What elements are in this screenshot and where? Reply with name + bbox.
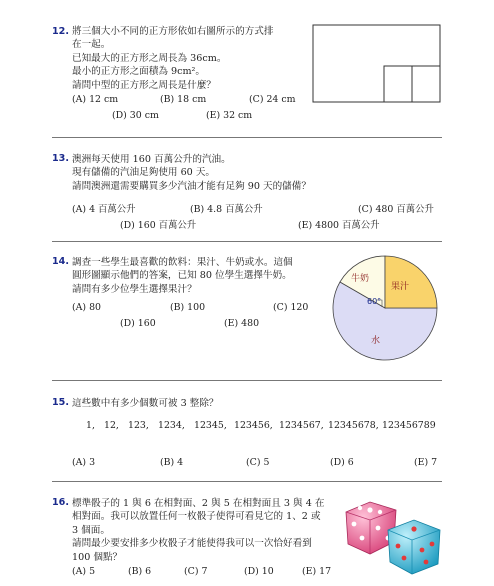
- pink-die-icon: [346, 502, 396, 554]
- pie-label-milk: 牛奶: [351, 274, 370, 284]
- cyan-die-icon: [388, 520, 440, 574]
- option-a[interactable]: (A) 80: [72, 302, 101, 313]
- option-a[interactable]: (A) 12 cm: [72, 94, 119, 105]
- question-14-text: [72, 256, 293, 296]
- text-line: 調查一些學生最喜歡的飲料：果汁、牛奶或水。這個: [72, 257, 293, 268]
- divider: [52, 481, 442, 482]
- pie-chart: [330, 252, 440, 364]
- sequence-item: 1,: [86, 420, 95, 431]
- sequence-item: 1234567,: [279, 420, 324, 431]
- square-large: [313, 25, 440, 102]
- option-a[interactable]: (A) 5: [72, 566, 96, 577]
- pie-label-juice: 果汁: [391, 282, 410, 292]
- option-e[interactable]: (E) 17: [302, 566, 332, 577]
- option-c[interactable]: (C) 5: [246, 457, 270, 468]
- text-line: 現有儲備的汽油足夠使用 60 天。: [72, 167, 216, 179]
- sequence-item: 123456789: [382, 420, 436, 431]
- question-13-text: [72, 153, 311, 193]
- option-d[interactable]: (D) 10: [244, 566, 274, 577]
- pie-angle-label: 60°: [367, 297, 382, 306]
- sequence-item: 1234,: [158, 420, 185, 431]
- text-line: 請問最少要安排多少枚骰子才能使得我可以一次恰好看到: [72, 538, 312, 550]
- text-line: 將三個大小不同的正方形依如右圖所示的方式排: [72, 26, 274, 37]
- option-b[interactable]: (B) 18 cm: [160, 94, 207, 105]
- pie-label-water: 水: [371, 336, 381, 346]
- option-c[interactable]: (C) 480 百萬公升: [358, 204, 434, 215]
- question-12: [52, 25, 69, 38]
- option-e[interactable]: (E) 480: [224, 318, 260, 329]
- text-line: 最小的正方形之面積為 9cm²。: [72, 66, 206, 78]
- text-line: 100 個點？: [72, 551, 123, 563]
- text-line: 相對面。我可以放置任何一枚骰子使得可看見它的 1、2 或: [72, 511, 321, 523]
- option-b[interactable]: (B) 6: [128, 566, 152, 577]
- option-c[interactable]: (C) 24 cm: [249, 94, 296, 105]
- option-e[interactable]: (E) 32 cm: [206, 110, 253, 121]
- text-line: 3 個面。: [72, 524, 110, 536]
- text-line: 請問有多少位學生選擇果汁？: [72, 283, 197, 295]
- option-c[interactable]: (C) 120: [273, 302, 309, 313]
- text-line: 這些數中有多少個數可被 3 整除？: [72, 398, 219, 409]
- dice-illustration: [340, 498, 442, 576]
- option-e[interactable]: (E) 7: [414, 457, 438, 468]
- option-c[interactable]: (C) 7: [184, 566, 208, 577]
- sequence-item: 12,: [104, 420, 119, 431]
- option-d[interactable]: (D) 160 百萬公升: [120, 220, 197, 231]
- sequence-item: 12345678,: [328, 420, 379, 431]
- text-line: 澳洲每天使用 160 百萬公升的汽油。: [72, 154, 231, 165]
- question-number: 14.: [52, 256, 69, 267]
- divider: [52, 241, 442, 242]
- question-16-text: [72, 497, 324, 564]
- option-d[interactable]: (D) 30 cm: [112, 110, 159, 121]
- option-a[interactable]: (A) 4 百萬公升: [72, 204, 136, 215]
- sequence-item: 123456,: [234, 420, 273, 431]
- text-line: 標準骰子的 1 與 6 在相對面、2 與 5 在相對面且 3 與 4 在: [72, 498, 325, 509]
- option-a[interactable]: (A) 3: [72, 457, 96, 468]
- text-line: 請問中型的正方形之周長是什麼？: [72, 79, 216, 91]
- question-number: 13.: [52, 153, 69, 164]
- option-e[interactable]: (E) 4800 百萬公升: [298, 220, 380, 231]
- option-d[interactable]: (D) 6: [330, 457, 354, 468]
- question-12-text: [72, 25, 273, 92]
- option-b[interactable]: (B) 4: [160, 457, 184, 468]
- divider: [52, 137, 442, 138]
- text-line: 在一起。: [72, 39, 111, 51]
- option-b[interactable]: (B) 4.8 百萬公升: [190, 204, 263, 215]
- question-number: 15.: [52, 397, 69, 408]
- divider: [52, 380, 442, 381]
- text-line: 請問澳洲還需要購買多少汽油才能有足夠 90 天的儲備？: [72, 180, 311, 192]
- sequence-item: 12345,: [194, 420, 227, 431]
- question-number: 16.: [52, 497, 69, 508]
- option-d[interactable]: (D) 160: [120, 318, 156, 329]
- text-line: 已知最大的正方形之周長為 36cm。: [72, 52, 227, 64]
- question-15-text: [72, 397, 219, 410]
- squares-figure: [312, 24, 442, 104]
- option-b[interactable]: (B) 100: [170, 302, 206, 313]
- text-line: 圓形圖顯示他們的答案，已知 80 位學生選擇牛奶。: [72, 270, 292, 282]
- question-number: 12.: [52, 26, 69, 37]
- sequence-item: 123,: [128, 420, 149, 431]
- square-small: [384, 66, 412, 102]
